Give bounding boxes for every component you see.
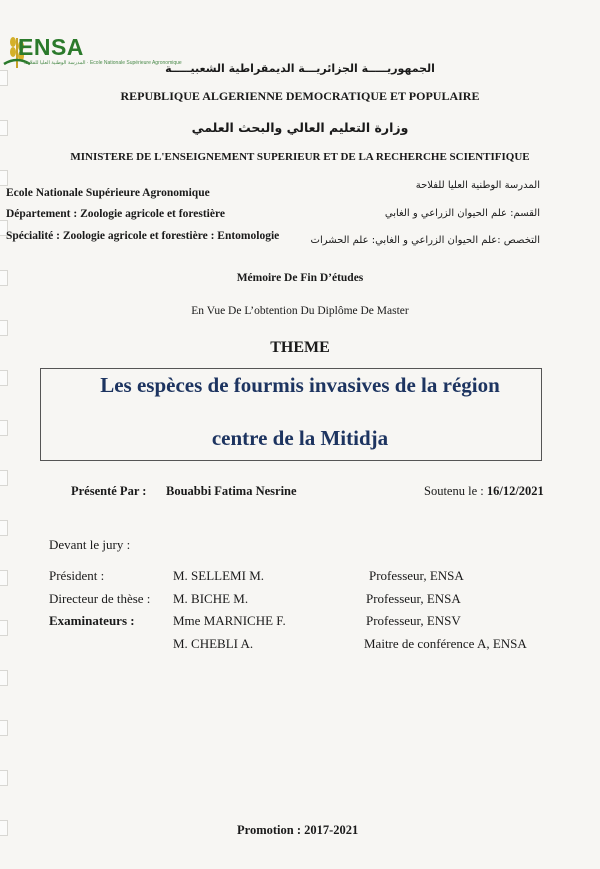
memoire-title: Mémoire De Fin D’études [236, 272, 364, 284]
republic-french: REPUBLIQUE ALGERIENNE DEMOCRATIQUE ET POPULAIRE [120, 89, 480, 103]
promotion: Promotion : 2017-2021 [237, 823, 359, 837]
defense-date-line [424, 484, 544, 499]
ministry-arabic: وزارة التعليم العالي والبحث العلمي [191, 120, 409, 135]
jury-title: Professeur, ENSA [369, 568, 464, 583]
theme-title-line1: Les espèces de fourmis invasives de la région [100, 373, 500, 397]
school-arabic: المدرسة الوطنية العليا للفلاحة [415, 180, 540, 191]
jury-name: M. CHEBLI A. [173, 636, 254, 651]
logo-name: ENSA [18, 34, 84, 60]
jury-role: Directeur de thèse : [49, 591, 151, 606]
ministry-french: MINISTERE DE L'ENSEIGNEMENT SUPERIEUR ET DE LA RECHERCHE SCIENTIFIQUE [70, 151, 530, 163]
jury-heading: Devant le jury : [49, 537, 131, 552]
jury-role: Examinateurs : [49, 613, 135, 628]
jury-name: M. BICHE M. [173, 591, 249, 606]
jury-title: Professeur, ENSA [366, 591, 461, 606]
jury-name: Mme MARNICHE F. [173, 613, 286, 628]
department-french: Département : Zoologie agricole et forestière [6, 208, 225, 220]
jury-title: Professeur, ENSV [366, 613, 461, 628]
jury-name: M. SELLEMI M. [173, 568, 264, 583]
presented-label: Présenté Par : [71, 484, 147, 498]
soutenu-label: Soutenu le : [424, 484, 484, 498]
author-name: Bouabbi Fatima Nesrine [166, 484, 297, 498]
republic-arabic: الجمهوريـــــة الجزائريـــة الديمقراطية الشعبيـــــة [165, 62, 435, 75]
jury-title: Maitre de conférence A, ENSA [364, 636, 527, 651]
school-french: Ecole Nationale Supérieure Agronomique [6, 187, 210, 199]
theme-title-line2: centre de la Mitidja [211, 426, 389, 450]
theme-label: THEME [270, 339, 330, 356]
speciality-french: Spécialité : Zoologie agricole et forestière : Entomologie [6, 230, 280, 242]
defense-date: 16/12/2021 [486, 484, 544, 498]
logo-subtitle: المدرسة الوطنية العليا للفلاحة · Ecole Nationale Supérieure Agronomique [24, 60, 182, 66]
jury-role: Président : [49, 568, 105, 583]
department-arabic: القسم: علم الحيوان الزراعي و الغابي [384, 208, 540, 219]
speciality-arabic: التخصص :علم الحيوان الزراعي و الغابي: علم الحشرات [310, 235, 540, 246]
binder-holes [0, 60, 10, 860]
memoire-subtitle: En Vue De L’obtention Du Diplôme De Master [191, 305, 409, 317]
